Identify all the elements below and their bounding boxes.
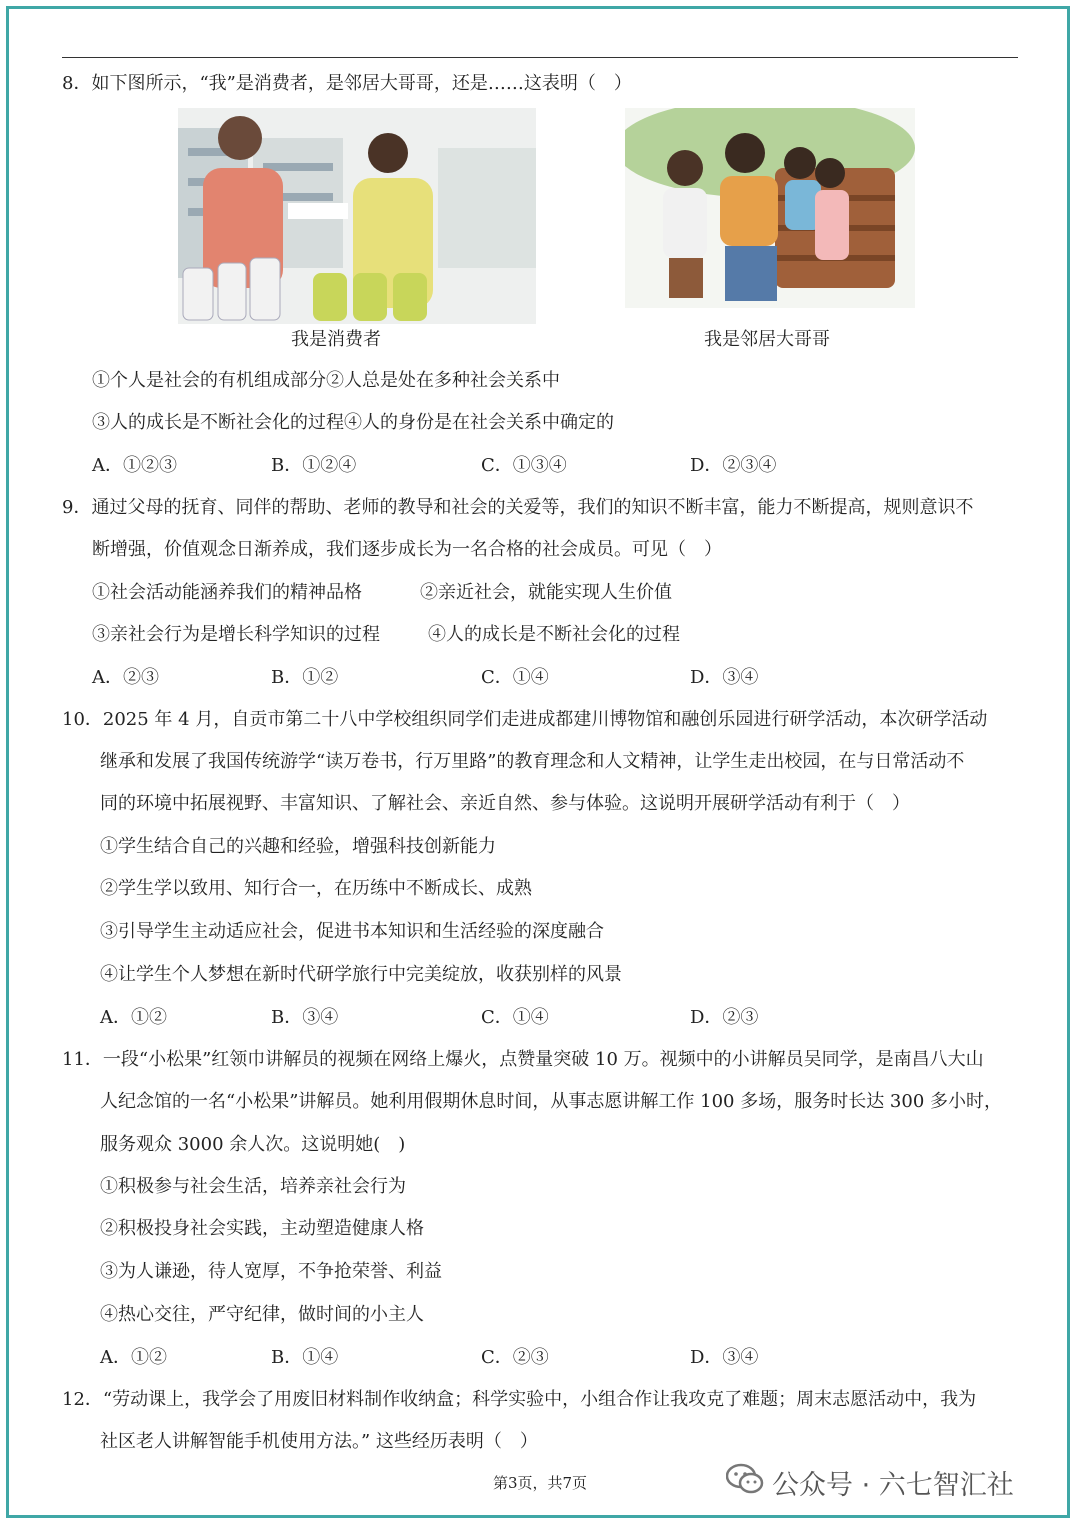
page-number: 第3页，共7页 [492,1474,588,1492]
q11-option-b[interactable]: B．①④ [271,1347,339,1368]
q11-statement-2: ②积极投身社会实践，主动塑造健康人格 [100,1218,424,1239]
q11-option-a[interactable]: A．①② [100,1347,167,1368]
q10-statement-4: ④让学生个人梦想在新时代研学旅行中完美绽放，收获别样的风景 [100,964,622,985]
watermark [726,1462,1014,1503]
big-brother-illustration [625,108,915,308]
q9-option-d[interactable]: D．③④ [690,667,759,688]
q8-option-b[interactable]: B．①②④ [271,455,357,476]
q10-option-d[interactable]: D．②③ [690,1007,759,1028]
q11-statement-4: ④热心交往，严守纪律，做时间的小主人 [100,1304,424,1325]
q11-option-d[interactable]: D．③④ [690,1347,759,1368]
consumer-illustration [178,108,536,324]
q8-option-c[interactable]: C．①③④ [481,455,567,476]
q11-statement-1: ①积极参与社会生活，培养亲社会行为 [100,1176,406,1197]
q9-statement-4: ④人的成长是不断社会化的过程 [428,624,680,645]
q8-option-d[interactable]: D．②③④ [690,455,777,476]
q10-statement-2: ②学生学以致用、知行合一，在历练中不断成长、成熟 [100,878,532,899]
q9-option-a[interactable]: A．②③ [92,667,159,688]
q9-statement-2: ②亲近社会，就能实现人生价值 [420,582,672,603]
q10-stem-line-2: 继承和发展了我国传统游学“读万卷书，行万里路”的教育理念和人文精神，让学生走出校园，在与日常活动不 [100,751,965,772]
q10-statement-3: ③引导学生主动适应社会，促进书本知识和生活经验的深度融合 [100,921,604,942]
q12-stem-line-2: 社区老人讲解智能手机使用方法。” 这些经历表明（ ） [100,1431,538,1452]
q10-option-a[interactable]: A．①② [100,1007,167,1028]
q9-statement-3: ③亲社会行为是增长科学知识的过程 [92,624,380,645]
q8-statement-2: ③人的成长是不断社会化的过程④人的身份是在社会关系中确定的 [92,412,614,433]
q9-stem-line-1: 9．通过父母的抚育、同伴的帮助、老师的教导和社会的关爱等，我们的知识不断丰富，能力不断提高，规则意识不 [62,497,974,518]
wechat-icon [726,1462,764,1503]
header-rule [62,57,1018,58]
q10-stem-line-1: 10．2025 年 4 月，自贡市第二十八中学校组织同学们走进成都建川博物馆和融创乐园进行研学活动，本次研学活动 [62,709,988,730]
q10-stem-line-3: 同的环境中拓展视野、丰富知识、了解社会、亲近自然、参与体验。这说明开展研学活动有利于（ ） [100,793,910,814]
q12-stem-line-1: 12．“劳动课上，我学会了用废旧材料制作收纳盒；科学实验中，小组合作让我攻克了难题；周末志愿活动中，我为 [62,1389,977,1410]
watermark-text: 公众号 · 六七智汇社 [772,1470,1014,1501]
q9-stem-line-2: 断增强，价值观念日渐养成，我们逐步成长为一名合格的社会成员。可见（ ） [92,539,722,560]
q11-option-c[interactable]: C．②③ [481,1347,549,1368]
q11-stem-line-1: 11．一段“小松果”红领巾讲解员的视频在网络上爆火，点赞量突破 10 万。视频中的小讲解员吴同学，是南昌八大山 [62,1049,984,1070]
q10-statement-1: ①学生结合自己的兴趣和经验，增强科技创新能力 [100,836,496,857]
caption-consumer: 我是消费者 [291,329,381,350]
q11-statement-3: ③为人谦逊，待人宽厚，不争抢荣誉、利益 [100,1261,442,1282]
q10-option-c[interactable]: C．①④ [481,1007,549,1028]
q9-statement-1: ①社会活动能涵养我们的精神品格 [92,582,362,603]
q8-stem: 8．如下图所示，“我”是消费者，是邻居大哥哥，还是……这表明（ ） [62,73,632,94]
q8-option-a[interactable]: A．①②③ [92,455,177,476]
q11-stem-line-3: 服务观众 3000 余人次。这说明她( ) [100,1134,406,1155]
caption-big-brother: 我是邻居大哥哥 [704,329,830,350]
q10-option-b[interactable]: B．③④ [271,1007,339,1028]
q9-option-c[interactable]: C．①④ [481,667,549,688]
q8-statement-1: ①个人是社会的有机组成部分②人总是处在多种社会关系中 [92,370,560,391]
q9-option-b[interactable]: B．①② [271,667,339,688]
q11-stem-line-2: 人纪念馆的一名“小松果”讲解员。她利用假期休息时间，从事志愿讲解工作 100 多场，服务时长达 300 多小时， [100,1091,1002,1112]
